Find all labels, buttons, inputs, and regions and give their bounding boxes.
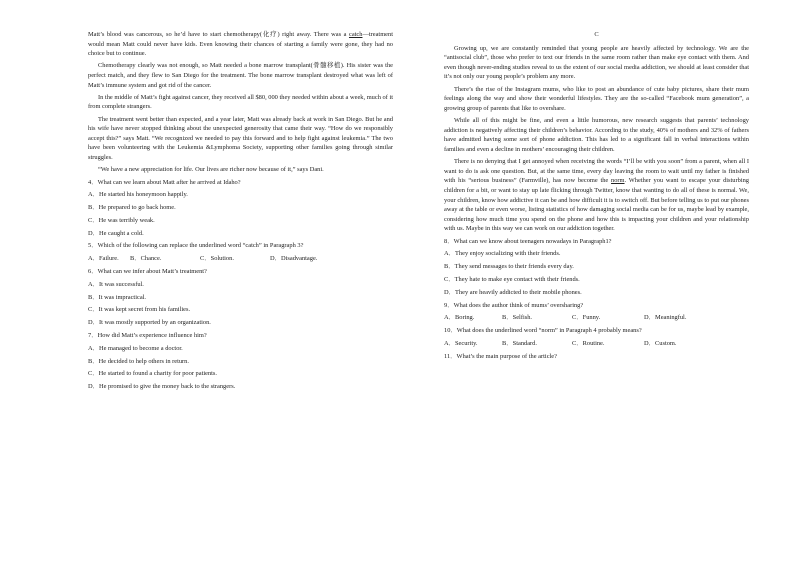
passage-paragraph: “We have a new appreciation for life. Our lives are richer now because of it,” says Dani. bbox=[98, 166, 324, 174]
question-5: 5．Which of the following can replace the underlined word “catch” in Paragraph 3? bbox=[88, 242, 304, 250]
option: A．He managed to become a doctor. bbox=[88, 344, 183, 352]
passage-paragraph: Matt’s blood was cancerous, so he’d have to start chemotherapy(化疗) right away. There was a catch—treatment would mean Matt could never have kids. Even knowing their chances of starting a family were gone, they had no choice but to continue. bbox=[88, 31, 393, 58]
option: C．Solution. bbox=[200, 255, 234, 263]
option: C．Funny. bbox=[572, 314, 601, 322]
underlined-word: catch bbox=[348, 31, 363, 38]
option: D．They are heavily addicted to their mobile phones. bbox=[444, 288, 582, 296]
options-row bbox=[444, 339, 749, 349]
options-row bbox=[88, 254, 393, 264]
passage-paragraph: Chemotherapy clearly was not enough, so Matt needed a bone marrow transplant(骨髓移植). His sister was the perfect match, and they flew to San Diego for the treatment. The bone marrow transplant destroyed what was left of Matt’s immune system and got rid of the cancer. bbox=[88, 62, 393, 89]
right-column bbox=[444, 30, 749, 365]
question-8: 8．What can we know about teenagers nowadays in Paragraph1? bbox=[444, 237, 612, 245]
question-4: 4．What can we learn about Matt after he arrived at Idaho? bbox=[88, 178, 241, 186]
underlined-word: norm bbox=[611, 177, 625, 185]
option: B．He decided to help others in return. bbox=[88, 357, 189, 365]
question-10: 10．What does the underlined word “norm” in Paragraph 4 probably means? bbox=[444, 327, 642, 335]
option: B．Selfish. bbox=[502, 314, 533, 322]
option: C．He was terribly weak. bbox=[88, 216, 155, 224]
question-9: 9．What does the author think of mums’ oversharing? bbox=[444, 301, 584, 309]
passage-paragraph: There’s the rise of the Instagram mums, who like to post an abundance of cute baby pictures, share their mum feelings along the way and show their wonderful lifestyles. They are the so-called “Facebook mum generation”, a growing group of parents that like to overshare. bbox=[444, 85, 749, 112]
option: A．It was successful. bbox=[88, 280, 144, 288]
option: D．He caught a cold. bbox=[88, 229, 144, 237]
option: C．It was kept secret from his families. bbox=[88, 306, 191, 314]
passage-paragraph: In the middle of Matt’s fight against cancer, they received all $80, 000 they needed within about a week, much of it from complete strangers. bbox=[88, 93, 393, 111]
option: D．Custom. bbox=[644, 339, 677, 347]
passage-paragraph: While all of this might be fine, and even a little humorous, new research suggests that parents’ technology addiction is negatively affecting their children’s behavior. According to the study, 40% of mothers and 32% of fathers have admitted having some sort of phone addiction. This has led to a significant fall in verbal interactions within families and even a decline in mothers’ encouraging their children. bbox=[444, 117, 749, 153]
option: A．Boring. bbox=[444, 314, 475, 322]
question-6: 6．What can we infer about Matt’s treatment? bbox=[88, 268, 207, 276]
option: C．They hate to make eye contact with their friends. bbox=[444, 275, 580, 283]
option: A．He started his honeymoon happily. bbox=[88, 191, 188, 199]
options-row bbox=[444, 313, 749, 323]
option: D．He promised to give the money back to the strangers. bbox=[88, 383, 236, 391]
passage-paragraph: Growing up, we are constantly reminded that young people are heavily affected by technology. We are the “antisocial club”, those who prefer to text our friends in the same room rather than make eye contact with them. And even though never-ending studies reveal to us the extent of our social media addiction, we should at least consider that it’s not only our young people’s problem any more. bbox=[444, 44, 749, 81]
section-letter: C bbox=[594, 31, 599, 38]
option: B．They send messages to their friends every day. bbox=[444, 263, 574, 271]
question-7: 7．How did Matt’s experience influence him? bbox=[88, 332, 207, 340]
option: D．Disadvantage. bbox=[270, 255, 318, 263]
option: A．Failure. bbox=[88, 255, 119, 263]
passage-paragraph: There is no denying that I get annoyed when receiving the words “I’ll be with you soon” from a parent, when all I want to do is ask one question. But, at the same time, every day leaving the room to wait until my father is finished with his “serious business” (Farmville), has now become the norm. Whether you want to escape your disturbing children for a bit, or want to stay up late flicking through Twitter, know that wanting to do all of these is normal. We, your children, know how addictive it can be and how difficult it is to switch off. But before telling us to put our phones away at the table or even worse, listing statistics of how damaging social media can be for us, maybe lead by example, considering how much time you spend on the phone and how this is impacting your children and your relationship with us. Maybe in this way we can work on our addiction together. bbox=[444, 158, 749, 233]
option: D．It was mostly supported by an organization. bbox=[88, 319, 211, 327]
option: B．It was impractical. bbox=[88, 293, 147, 301]
option: B．Standard. bbox=[502, 339, 537, 347]
option: A．Security. bbox=[444, 339, 478, 347]
option: C．Routine. bbox=[572, 339, 605, 347]
left-column bbox=[88, 30, 393, 395]
question-11: 11．What’s the main purpose of the article? bbox=[444, 352, 557, 360]
option: B．Chance. bbox=[130, 255, 162, 263]
option: D．Meaningful. bbox=[644, 314, 687, 322]
passage-paragraph: The treatment went better than expected, and a year later, Matt was already back at work in San Diego. But he and his wife have never stopped thinking about the unexpected generosity that came their way. “How do we responsibly accept this?” says Matt. “We recognized we needed to pay this forward and to help fight against leukemia.” The two have been volunteering with the Leukemia &Lymphoma Society, supporting other families going through similar struggles. bbox=[88, 115, 393, 162]
option: B．He prepared to go back home. bbox=[88, 204, 176, 212]
option: A．They enjoy socializing with their friends. bbox=[444, 250, 561, 258]
option: C．He started to found a charity for poor patients. bbox=[88, 370, 218, 378]
